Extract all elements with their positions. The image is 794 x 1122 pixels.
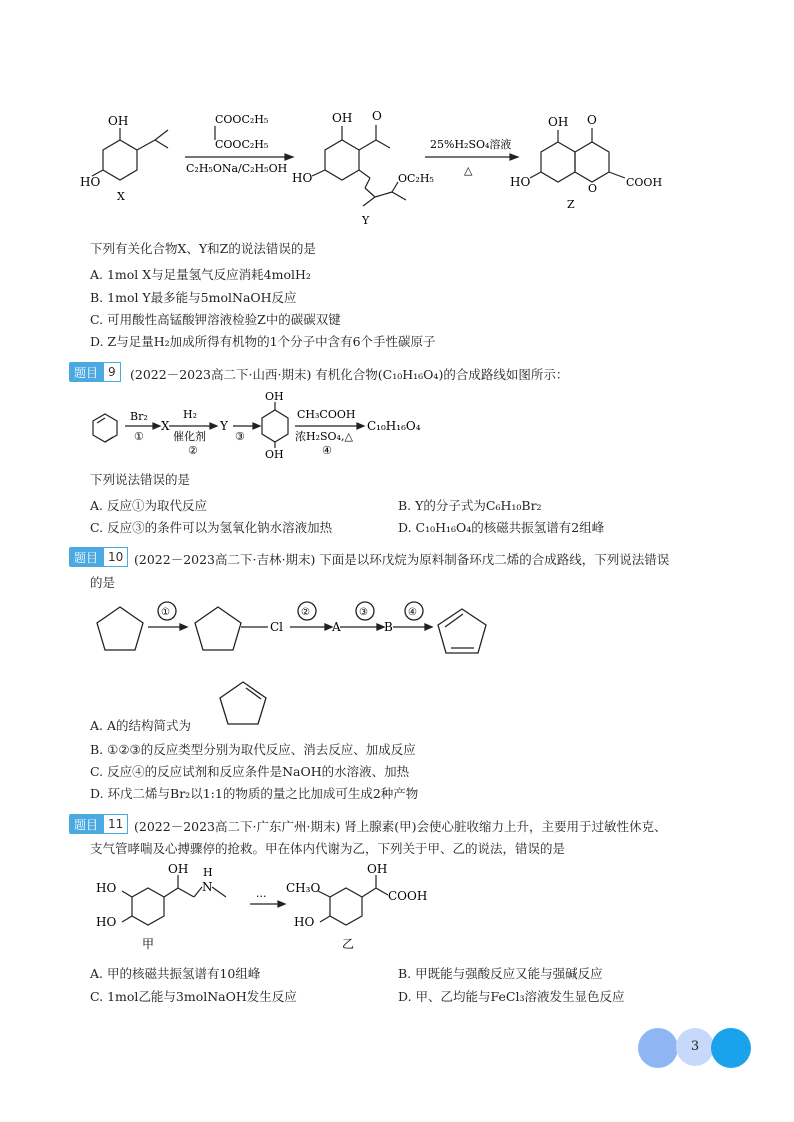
q8-y-ho: HO (292, 171, 313, 185)
q9-y: Y (220, 419, 228, 433)
q11-yi-ho: HO (294, 915, 315, 929)
q9-r2-top: H₂ (183, 408, 198, 421)
q9-r2-mid: 催化剂 (173, 430, 206, 443)
q8-x-label: X (117, 190, 125, 203)
q8-y-oh: OH (332, 111, 353, 125)
q8-z-ring-o: O (588, 182, 598, 195)
q10-option-a[interactable]: A. A的结构简式为 (90, 718, 192, 733)
q8-x-ho: HO (80, 175, 101, 189)
q11-option-b[interactable]: B. 甲既能与强酸反应又能与强碱反应 (398, 966, 603, 981)
q10-a: A (332, 620, 341, 634)
q10-step-4: ④ (408, 607, 417, 618)
q8-reagent-top2: COOC₂H₅ (215, 138, 269, 151)
q9-option-a[interactable]: A. 反应①为取代反应 (90, 498, 207, 513)
q10-step-3: ③ (359, 607, 368, 618)
q9-x: X (161, 419, 170, 433)
q10-option-d[interactable]: D. 环戊二烯与Br₂以1:1的物质的量之比加成可生成2种产物 (90, 786, 419, 801)
q9-r1-bottom: ① (134, 430, 144, 443)
q9-reaction-scheme (85, 390, 445, 460)
q8-y-ketone-o: O (372, 109, 382, 123)
q8-y-label: Y (362, 214, 370, 227)
q11-jia-ho2: HO (96, 915, 117, 929)
q10-badge (69, 547, 128, 567)
q8-reagent-top1: COOC₂H₅ (215, 113, 269, 126)
q8-reagent-bottom: C₂H₅ONa/C₂H₅OH (186, 162, 288, 175)
q10-option-c[interactable]: C. 反应④的反应试剂和反应条件是NaOH的水溶液、加热 (90, 764, 410, 779)
q8-stem: 下列有关化合物X、Y和Z的说法错误的是 (90, 241, 316, 256)
q9-oh-bottom: OH (265, 448, 284, 460)
q10-step-2: ② (301, 607, 310, 618)
q11-option-c[interactable]: C. 1mol乙能与3molNaOH发生反应 (90, 989, 297, 1004)
q10-b: B (384, 620, 393, 634)
q10-badge-number: 10 (103, 547, 128, 567)
q9-badge-number: 9 (103, 362, 121, 382)
q8-arrow2-top: 25%H₂SO₄溶液 (430, 138, 512, 151)
q10-badge-label: 题目 (69, 547, 103, 567)
page-circle-left (638, 1028, 678, 1068)
q10-step-1: ① (161, 607, 170, 618)
page-circle-right (711, 1028, 751, 1068)
q9-option-c[interactable]: C. 反应③的条件可以为氢氧化钠水溶液加热 (90, 520, 333, 535)
q9-option-d[interactable]: D. C₁₀H₁₆O₄的核磁共振氢谱有2组峰 (398, 520, 605, 535)
q11-yi-ch3o: CH₃O (286, 881, 321, 895)
q11-jia-ho1: HO (96, 881, 117, 895)
q11-stem-line1: (2022－2023高二下·广东广州·期末) 肾上腺素(甲)会使心脏收缩力上升，主要用于过敏性休克、 (134, 819, 667, 834)
q8-z-cooh: COOH (626, 176, 663, 189)
q9-product: C₁₀H₁₆O₄ (367, 419, 421, 433)
q9-r4-bottom: ④ (322, 444, 332, 457)
q9-r1-top: Br₂ (130, 410, 148, 423)
q9-sub: 下列说法错误的是 (90, 472, 191, 487)
q10-cl: Cl (270, 620, 284, 634)
q10-option-b[interactable]: B. ①②③的反应类型分别为取代反应、消去反应、加成反应 (90, 742, 416, 757)
q9-r3-bottom: ③ (235, 430, 245, 443)
q11-badge-label: 题目 (69, 814, 103, 834)
q11-structures (90, 860, 450, 955)
q9-badge (69, 362, 121, 382)
q8-x-oh: OH (108, 114, 129, 128)
q10-stem-line1: (2022－2023高二下·吉林·期末) 下面是以环戊烷为原料制备环戊二烯的合成路线，下列说法错误 (134, 552, 670, 567)
q8-z-label: Z (567, 198, 575, 211)
q8-reaction-scheme (80, 100, 700, 235)
q10-reaction-scheme (85, 595, 505, 665)
q9-badge-label: 题目 (69, 362, 103, 382)
q11-jia-nh: H (203, 866, 213, 879)
q9-option-b[interactable]: B. Y的分子式为C₆H₁₀Br₂ (398, 498, 542, 513)
q8-y-oet: OC₂H₅ (398, 172, 434, 185)
q11-yi-label: 乙 (342, 937, 355, 951)
q9-r4-mid: 浓H₂SO₄,△ (295, 430, 353, 443)
q11-stem-line2: 支气管哮喘及心搏骤停的抢救。甲在体内代谢为乙，下列关于甲、乙的说法，错误的是 (90, 841, 566, 856)
q8-option-a[interactable]: A. 1mol X与足量氢气反应消耗4molH₂ (90, 267, 311, 282)
q10-stem-line2: 的是 (90, 575, 116, 590)
q8-z-ho: HO (510, 175, 531, 189)
q11-jia-label: 甲 (142, 937, 155, 951)
q9-r2-bottom: ② (188, 444, 198, 457)
q8-arrow2-bottom: △ (464, 164, 473, 177)
q11-yi-cooh: COOH (388, 889, 428, 903)
q8-z-oh: OH (548, 115, 569, 129)
q11-badge (69, 814, 128, 834)
q10-cyclopentene-structure (212, 676, 274, 732)
q9-r4-top: CH₃COOH (297, 408, 356, 421)
q11-option-d[interactable]: D. 甲、乙均能与FeCl₃溶液发生显色反应 (398, 989, 625, 1004)
q8-option-b[interactable]: B. 1mol Y最多能与5molNaOH反应 (90, 290, 297, 305)
q11-badge-number: 11 (103, 814, 128, 834)
q8-option-d[interactable]: D. Z与足量H₂加成所得有机物的1个分子中含有6个手性碳原子 (90, 334, 436, 349)
q11-yi-oh: OH (367, 862, 388, 876)
q8-option-c[interactable]: C. 可用酸性高锰酸钾溶液检验Z中的碳碳双键 (90, 312, 341, 327)
q9-stem: (2022－2023高二下·山西·期末) 有机化合物(C₁₀H₁₆O₄)的合成路线如图所示： (130, 367, 569, 382)
q11-jia-n: N (202, 880, 213, 894)
q8-z-o: O (587, 113, 597, 127)
q11-option-a[interactable]: A. 甲的核磁共振氢谱有10组峰 (90, 966, 261, 981)
q11-arrow-dots: ··· (256, 890, 267, 903)
page-number: 3 (690, 1039, 700, 1054)
q11-jia-oh: OH (168, 862, 189, 876)
q9-oh-top: OH (265, 390, 284, 403)
